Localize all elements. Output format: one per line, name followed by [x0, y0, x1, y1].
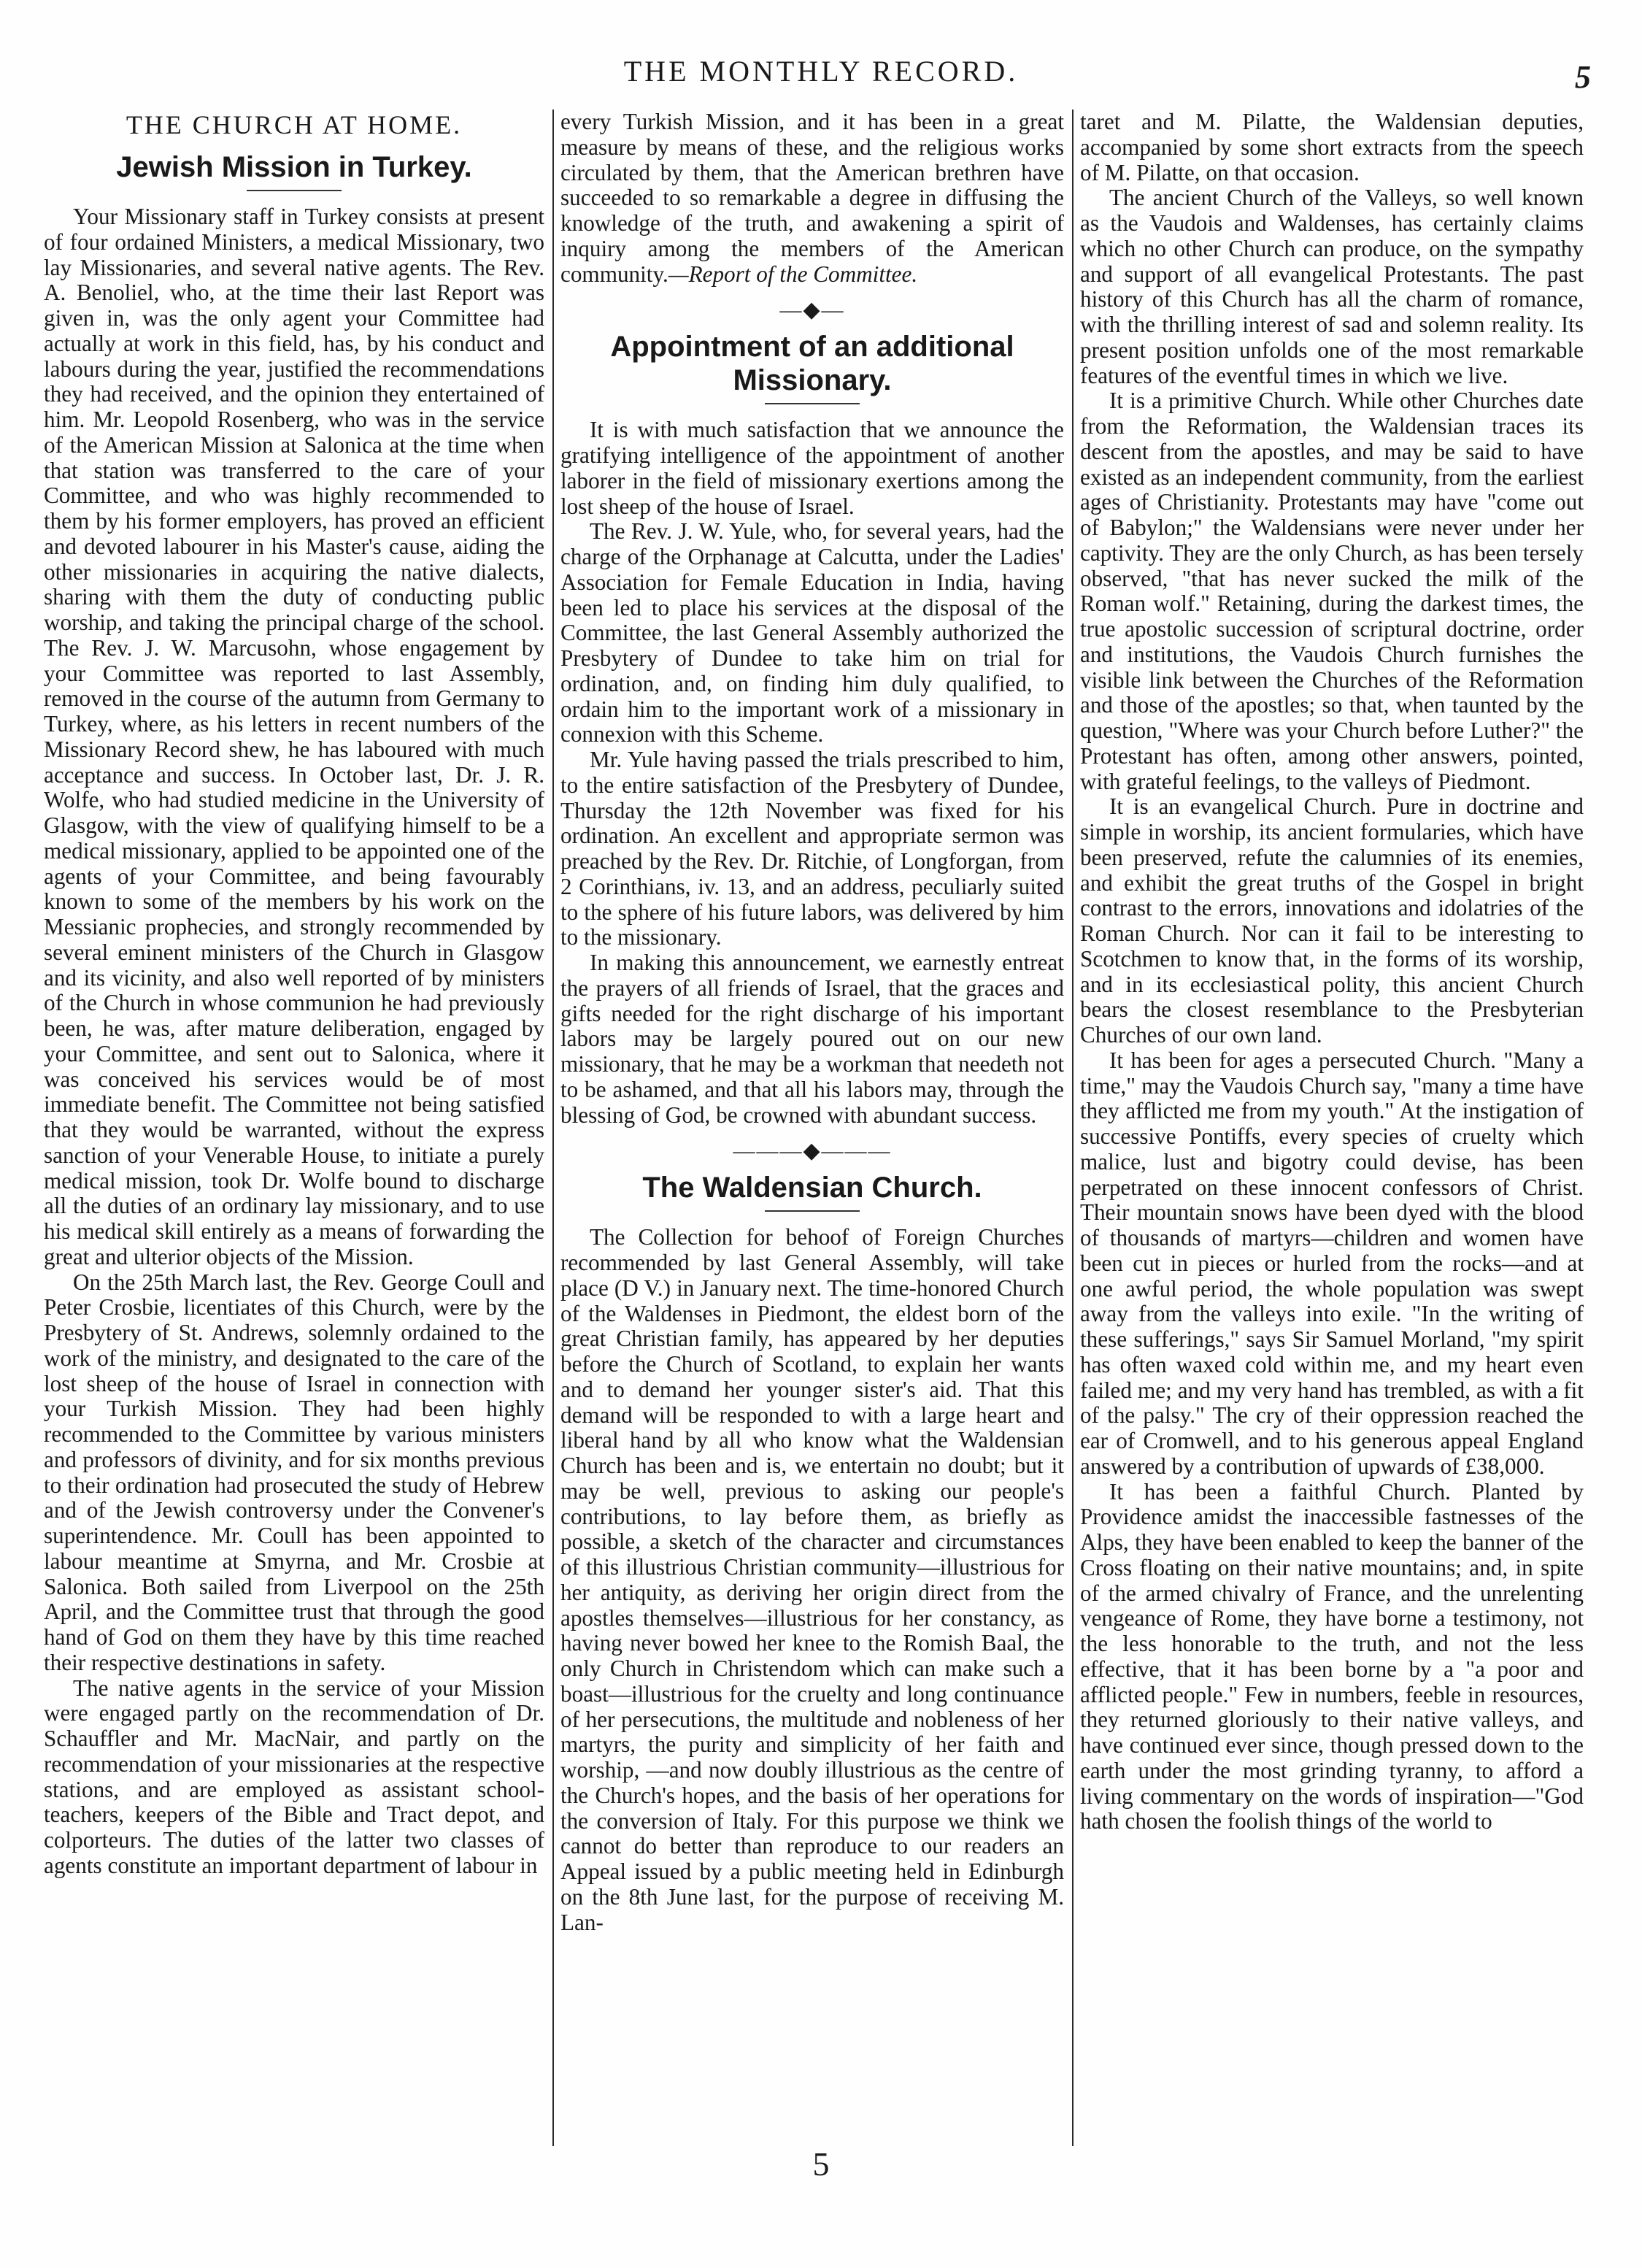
title-rule: [765, 1210, 860, 1212]
running-title: THE MONTHLY RECORD.: [623, 55, 1019, 88]
paragraph: On the 25th March last, the Rev. George Coull and Peter Crosbie, licentiates of this Church, were by the Presbytery of St. Andrews, solemnly ordained to the work of the ministry, and designated to the care of the lost sheep of the house of Israel in connection with your Turkish Mission. They had been highly recommended to the Committee by various ministers and professors of divinity, and for six months previous to their ordination had prosecuted the study of Hebrew and of the Jewish controversy under the Convener's superintendence. Mr. Coull has been appointed to labour meantime at Smyrna, and Mr. Crosbie at Salonica. Both sailed from Liverpool on the 25th April, and the Committee trust that through the good hand of God on them they have by this time reached their respective destinations in safety.: [44, 1269, 544, 1675]
column-rule-left: [552, 109, 554, 2146]
paragraph: In making this announcement, we earnestly entreat the prayers of all friends of Israel, that the graces and gifts needed for the right discharge of his important labors may be largely poured out on our new missionary, that he may be a workman that needeth not to be ashamed, and that all his labors may, through the blessing of God, be crowned with abundant success.: [560, 950, 1064, 1128]
column-rule-right: [1072, 109, 1074, 2146]
paragraph: The Rev. J. W. Yule, who, for several years, had the charge of the Orphanage at Calcutta, under the Ladies' Association for Female Education in India, having been led to place his services at the disposal of the Committee, the last General Assembly authorized the Presbytery of Dundee to take him on trial for ordination, and, on finding him duly qualified, to ordain him to the important work of a missionary in connexion with this Scheme.: [560, 518, 1064, 747]
paragraph: Mr. Yule having passed the trials prescribed to him, to the entire satisfaction of the Presbytery of Dundee, Thursday the 12th November was fixed for his ordination. An excellent and appropriate sermon was preached by the Rev. Dr. Ritchie, of Longforgan, from 2 Corinthians, iv. 13, and an address, peculiarly suited to the sphere of his future labors, was delivered by him to the missionary.: [560, 747, 1064, 950]
article-title-jewish-mission: Jewish Mission in Turkey.: [116, 151, 472, 183]
ornament-divider: —◆—: [779, 298, 845, 323]
paragraph: It is with much satisfaction that we announce the gratifying intelligence of the appointment of another laborer in the field of missionary exertions among the lost sheep of the house of Israel.: [560, 417, 1064, 519]
column-right: [1080, 109, 1584, 2146]
section-heading: THE CHURCH AT HOME.: [126, 110, 463, 139]
ornament-divider: ———◆———: [733, 1139, 892, 1164]
paragraph: It has been for ages a persecuted Church. "Many a time," may the Vaudois Church say, "many a time have they afflicted me from my youth." At the instigation of successive Pontiffs, every species of cruelty which malice, lust and bigotry could devise, has been perpetrated on these innocent confessors of Christ. Their mountain snows have been dyed with the blood of thousands of martyrs—children and women have been cut in pieces or hurled from the rocks—and at one awful period, the whole population was swept away from the valleys into exile. "In the writing of these sufferings," says Sir Samuel Morland, "my spirit has often waxed cold within me, and my heart even failed me; and my very hand has trembled, as with a fit of the palsy." The cry of their oppression reached the ear of Cromwell, and to his generous appeal England answered by a contribution of upwards of £38,000.: [1080, 1047, 1584, 1479]
column-middle: [560, 109, 1064, 2146]
column-left: [44, 109, 544, 2146]
paragraph: It has been a faithful Church. Planted by Providence amidst the inaccessible fastnesses of the Alps, they have been enabled to keep the banner of the Cross floating on their native mountains; and, in spite of the armed chivalry of France, and the unrelenting vengeance of Rome, they have borne a testimony, not the less honorable to the truth, and not the less effective, that it has been borne by a "a poor and afflicted people." Few in numbers, feeble in resources, they returned gloriously to their native valleys, and have continued ever since, though pressed down to the earth under the most grinding tyranny, to afford a living commentary on the words of inspiration—"God hath chosen the foolish things of the world to: [1080, 1478, 1584, 1834]
paragraph: It is a primitive Church. While other Churches date from the Reformation, the Waldensian traces its descent from the apostles, and may be said to have existed as an independent community, from the earliest ages of Christianity. Protestants may have "come out of Babylon;" the Waldensians were never under her captivity. They are the only Church, as has been tersely observed, "that has never sucked the milk of the Roman wolf." Retaining, during the darkest times, the true apostolic succession of scriptural doctrine, order and institutions, the Vaudois Church furnishes the visible link between the Churches of the Reformation and those of the apostles; so that, when taunted by the question, "Where was your Church before Luther?" the Protestant has often, among other answers, pointed, with grateful feelings, to the valleys of Piedmont.: [1080, 388, 1584, 794]
paragraph: [560, 109, 1064, 287]
title-rule: [247, 190, 342, 191]
paragraph: The ancient Church of the Valleys, so well known as the Vaudois and Waldenses, has certainly claims which no other Church can produce, on the sympathy and support of all evangelical Protestants. The past history of this Church has all the charm of romance, with the thrilling interest of sad and solemn reality. Its present position unfolds one of the most remarkable features of the eventful times in which we live.: [1080, 185, 1584, 388]
paragraph: It is an evangelical Church. Pure in doctrine and simple in worship, its ancient formularies, which have been preserved, refute the calumnies of its enemies, and exhibit the great truths of the Gospel in bright contrast to the errors, innovations and idolatries of the Roman Church. Nor can it fail to be interesting to Scotchmen to know that, in the forms of its worship, and in its ecclesiastical polity, this ancient Church bears the closest resemblance to the Presbyterian Churches of our own land.: [1080, 793, 1584, 1047]
title-rule: [765, 403, 860, 404]
article-title-waldensian: The Waldensian Church.: [642, 1172, 982, 1204]
page-number-bottom: 5: [812, 2145, 830, 2183]
page-number-top: 5: [1575, 59, 1591, 95]
source-note: —Report of the Committee.: [668, 261, 918, 287]
paragraph: taret and M. Pilatte, the Waldensian deputies, accompanied by some short extracts from the speech of M. Pilatte, on that occasion.: [1080, 109, 1584, 185]
paragraph: Your Missionary staff in Turkey consists at present of four ordained Ministers, a medical Missionary, two lay Missionaries, and several native agents. The Rev. A. Benoliel, who, at the time their last Report was given in, was the only agent your Committee had actually at work in this field, has, by his conduct and labours during the year, justified the recommendations they had received, and the opinion they entertained of him. Mr. Leopold Rosenberg, who was in the service of the American Mission at Salonica at the time when that station was transferred to the care of your Committee, and who was highly recommended to them by his former employers, has proved an efficient and devoted labourer in his Master's cause, aiding the other missionaries in acquiring the native dialects, sharing with them the duty of conducting public worship, and taking the principal charge of the school. The Rev. J. W. Marcusohn, whose engagement by your Committee was reported to last Assembly, removed in the course of the autumn from Germany to Turkey, where, as his letters in recent numbers of the Missionary Record shew, he has laboured with much acceptance and success. In October last, Dr. J. R. Wolfe, who had studied medicine in the University of Glasgow, with the view of qualifying himself to be a medical missionary, applied to be appointed one of the agents of your Committee, and being favourably known to some of the members by his work on the Messianic prophecies, and strongly recommended by several eminent ministers of the Church in Glasgow and its vicinity, and also well reported of by ministers of the Church in whose communion he had previously been, he was, after mature deliberation, engaged by your Committee, and sent out to Salonica, where it was conceived his services would be of most immediate benefit. The Committee not being satisfied that they would be warranted, without the express sanction of your Venerable House, to initiate a purely medical mission, took Dr. Wolfe bound to discharge all the duties of an ordinary lay missionary, and to use his medical skill entirely as a means of forwarding the great and ulterior objects of the Mission.: [44, 204, 544, 1269]
paragraph: The native agents in the service of your Mission were engaged partly on the recommendation of Dr. Schauffler and Mr. MacNair, and partly on the recommendation of your missionaries at the respective stations, and are employed as assistant school-teachers, keepers of the Bible and Tract depot, and colporteurs. The duties of the latter two classes of agents constitute an important department of labour in: [44, 1675, 544, 1878]
paragraph-text: every Turkish Mission, and it has been in a great measure by means of these, and the religious works circulated by them, that the American brethren have succeeded to so remarkable a degree in diffusing the knowledge of the truth, and awakening a spirit of inquiry among the members of the American community.: [560, 109, 1064, 287]
article-title-appointment: Appointment of an additional Missionary.: [610, 331, 1014, 397]
paragraph: The Collection for behoof of Foreign Churches recommended by last General Assembly, will take place (D V.) in January next. The time-honored Church of the Waldenses in Piedmont, the eldest born of the great Christian family, has appeared by her deputies before the Church of Scotland, to explain her wants and to demand her younger sister's aid. That this demand will be responded to with a large heart and liberal hand by all who know what the Waldensian Church has been and is, we entertain no doubt; but it may be well, previous to asking our people's contributions, to lay before them, as briefly as possible, a sketch of the character and circumstances of this illustrious Christian community—illustrious for her antiquity, as deriving her origin direct from the apostles themselves—illustrious for her constancy, as having never bowed her knee to the Romish Baal, the only Church in Christendom which can make such a boast—illustrious for the cruelty and long continuance of her persecutions, the multitude and nobleness of her martyrs, the purity and simplicity of her faith and worship, —and now doubly illustrious as the centre of the Church's hopes, and the basis of her operations for the conversion of Italy. For this purpose we think we cannot do better than reproduce to our readers an Appeal issued by a public meeting held in Edinburgh on the 8th June last, for the purpose of receiving M. Lan-: [560, 1224, 1064, 1935]
